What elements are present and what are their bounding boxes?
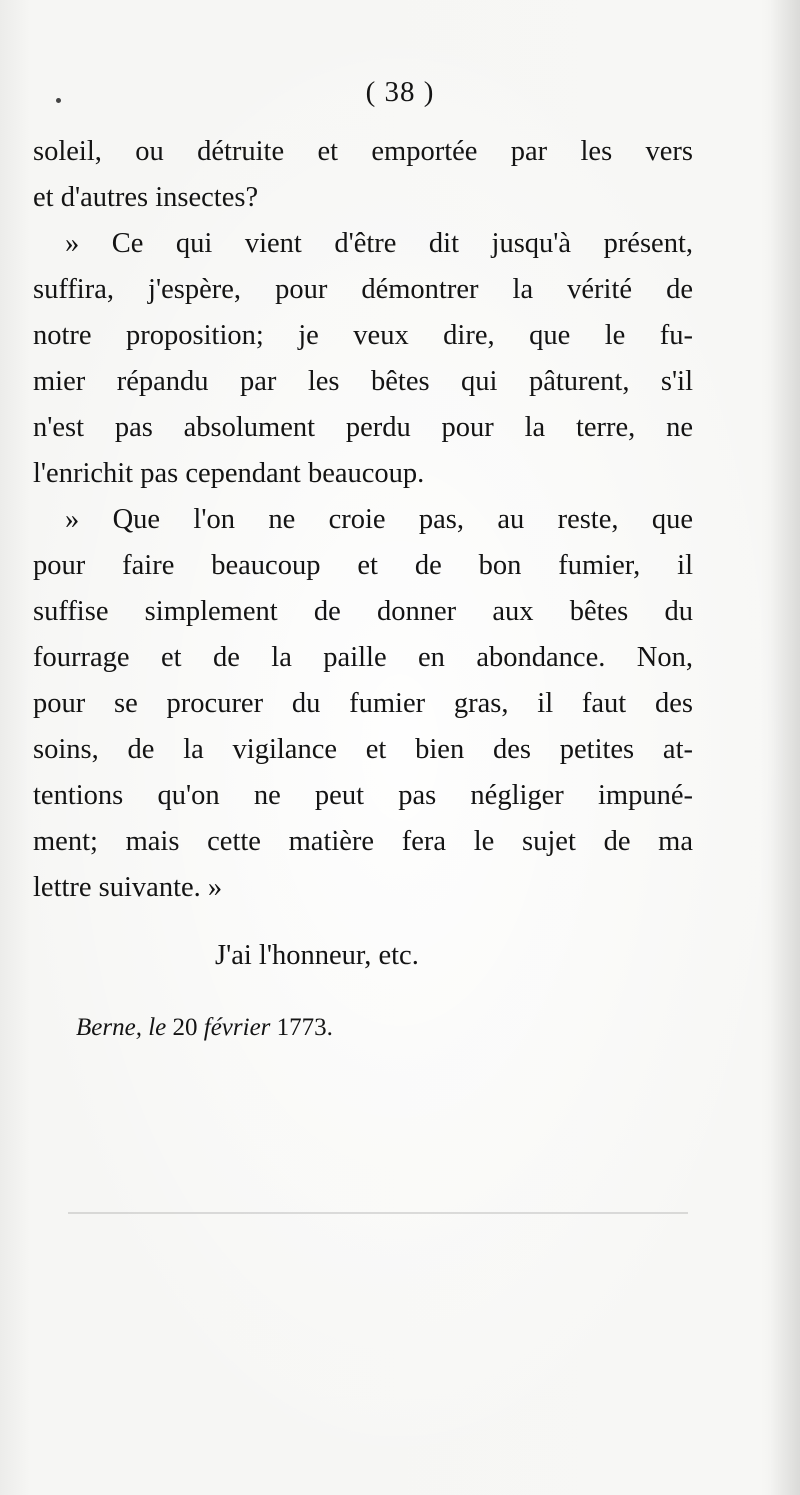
text-line: suffise simplement de donner aux bêtes du [33,596,693,627]
page-number: ( 38 ) [365,76,435,108]
letter-body [33,129,693,911]
text-line: pour se procurer du fumier gras, il faut des [33,688,693,719]
text-line: tentions qu'on ne peut pas négliger impuné- [33,780,693,811]
dateline-year: 1773. [276,1014,333,1041]
dateline-day: 20 [172,1014,198,1041]
text-line: et d'autres insectes? [33,182,259,213]
text-line: l'enrichit pas cependant beaucoup. [33,458,425,489]
text-line: lettre suivante. » [33,872,223,903]
text-line: ment; mais cette matière fera le sujet de ma [33,826,693,857]
closing-salutation: J'ai l'honneur, etc. [215,940,419,971]
text-line: pour faire beaucoup et de bon fumier, il [33,550,693,581]
text-line: suffira, j'espère, pour démontrer la vérité de [33,274,693,305]
text-line: notre proposition; je veux dire, que le fu- [33,320,693,351]
dateline-place: Berne, [76,1014,142,1041]
text-line: n'est pas absolument perdu pour la terre, ne [33,412,693,443]
text-line: fourrage et de la paille en abondance. Non, [33,642,693,673]
text-line: soins, de la vigilance et bien des petites at- [33,734,693,765]
dateline [76,1014,333,1042]
text-line: » Que l'on ne croie pas, au reste, que [65,504,693,535]
page-edge-shadow [760,0,800,1495]
text-line: » Ce qui vient d'être dit jusqu'à présent, [65,228,693,259]
dateline-le: le [148,1014,167,1041]
text-line: mier répandu par les bêtes qui pâturent, s'il [33,366,693,397]
text-line: soleil, ou détruite et emportée par les vers [33,136,693,167]
dateline-month: février [203,1014,271,1041]
footnote-divider [68,1212,688,1214]
